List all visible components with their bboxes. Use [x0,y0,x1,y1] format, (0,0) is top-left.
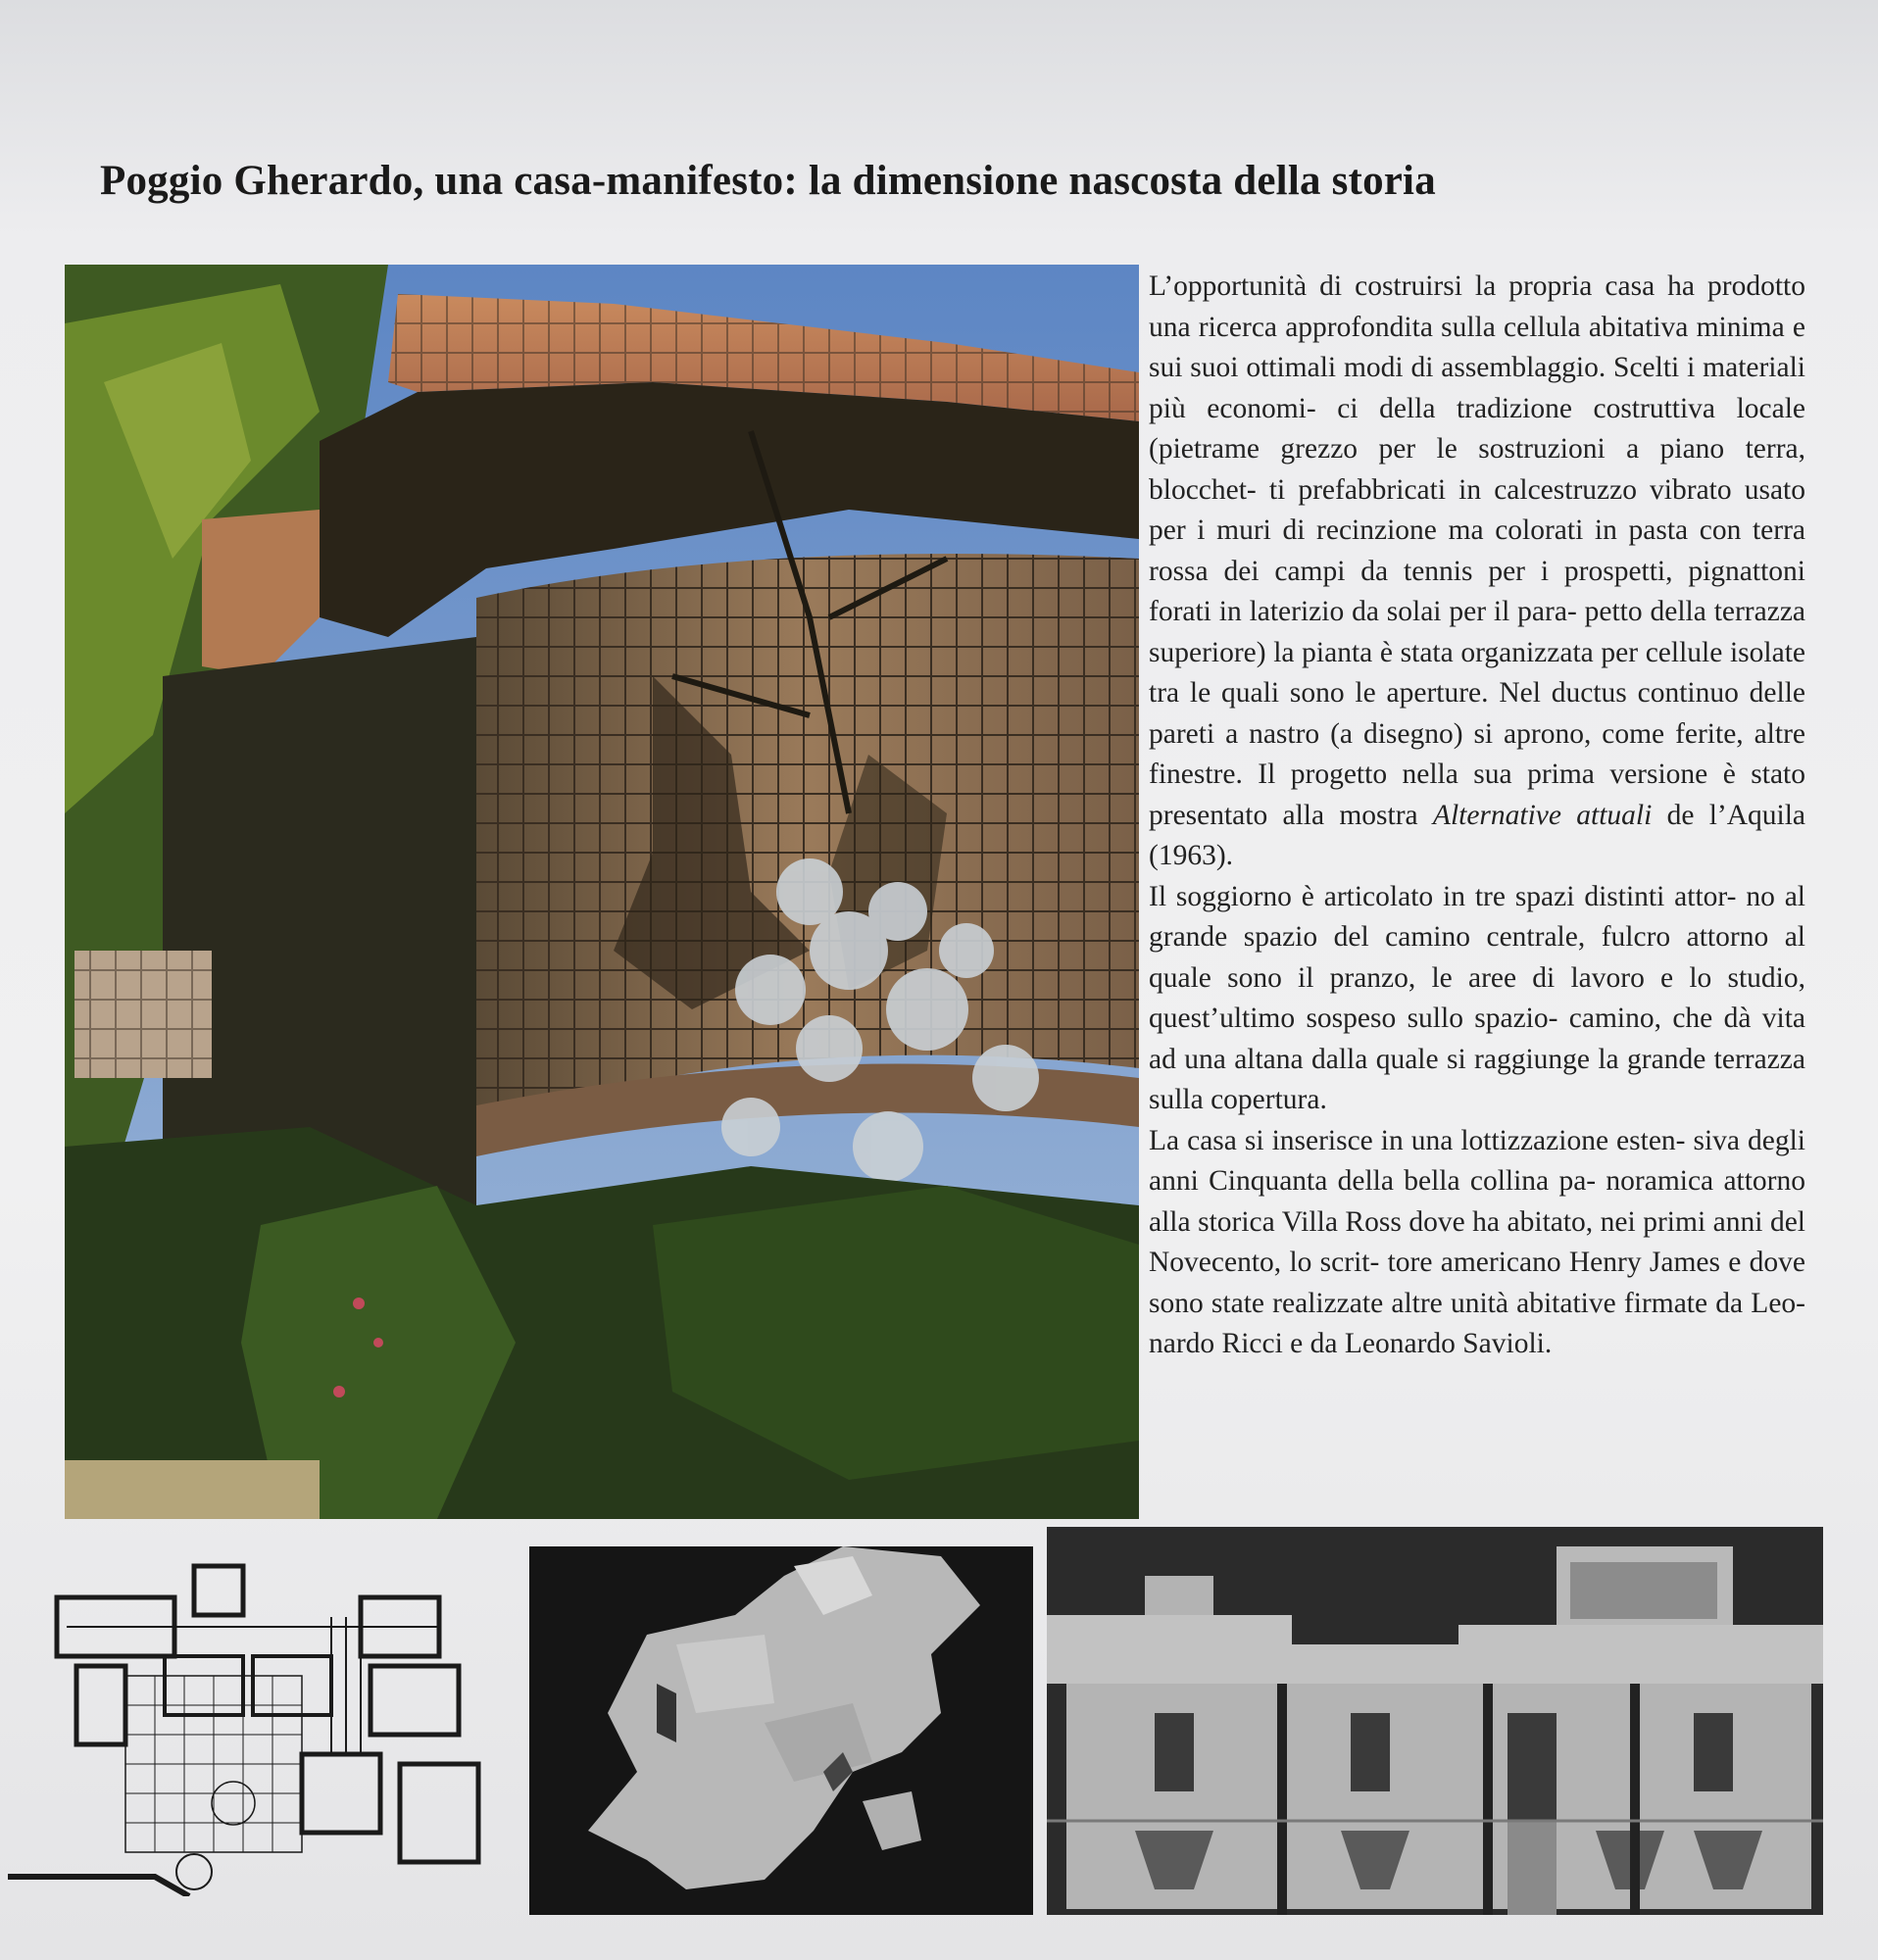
house-photo [65,265,1139,1519]
model-photo [529,1546,1033,1915]
paragraph-2: Il soggiorno è articolato in tre spazi distinti attor- no al grande spazio del camino centrale, fulcro attorno al quale sono il pranzo, le aree di lavoro e lo studio, quest’ultimo sospeso sullo spazio- camino, che dà vita ad una altana dalla quale si raggiunge la grande terrazza sulla copertura. [1149,880,1805,1115]
paragraph-1-end: de l’Aquila (1963). [1149,799,1806,871]
page-title: Poggio Gherardo, una casa-manifesto: la dimensione nascosta della storia [100,158,1436,204]
paragraph-1 [1149,267,1805,877]
paragraph-1-text: L’opportunità di costruirsi la propria casa ha prodotto una ricerca approfondita sulla cellula abitativa minima e sui suoi ottimali modi di assemblaggio. Scelti i materiali più economi- ci della tradizione costruttiva locale (pietrame grezzo per le sostruzioni a piano terra, blocchet- ti prefabbricati in calcestruzzo vibrato usato per i muri di recinzione ma colorati in pasta con terra rossa dei campi da tennis per i prospetti, pignattoni forati in laterizio da solai per il para- petto della terrazza superiore) la pianta è stata organizzata per cellule isolate tra le quali sono le aperture. Nel ductus continuo delle pareti a nastro (a disegno) si aprono, come ferite, altre finestre. Il progetto nella sua prima versione è stato presentato alla mostra [1149,270,1805,831]
article-text [1149,267,1805,1365]
elevation-drawing [1047,1527,1823,1915]
paragraph-3: La casa si inserisce in una lottizzazione esten- siva degli anni Cinquanta della bella collina pa- noramica attorno alla storica Villa Ross dove ha abitato, nei primi anni del Novecento, lo scrit- tore americano Henry James e dove sono state realizzate altre unità abitative firmate da Leo- nardo Ricci e da Leonardo Savioli. [1149,1124,1805,1359]
floor-plan-drawing [8,1558,493,1896]
exhibition-title: Alternative attuali [1432,799,1653,831]
